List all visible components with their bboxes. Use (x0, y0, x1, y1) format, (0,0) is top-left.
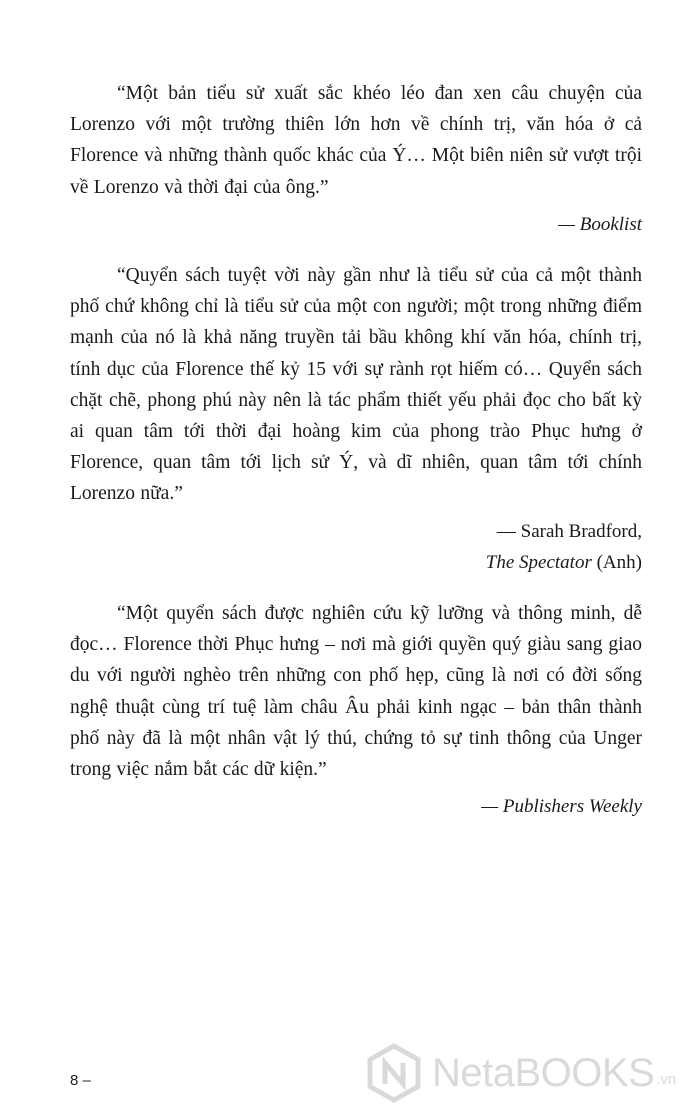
quote-attribution (70, 209, 642, 240)
page-number: 8 – (70, 1072, 91, 1089)
quote-attribution (70, 516, 642, 578)
quote-attribution (70, 791, 642, 822)
netabooks-logo-icon (364, 1043, 424, 1103)
quote-text: “Một bản tiểu sử xuất sắc khéo léo đan xen câu chuyện của Lorenzo với một trường thiên lớn hơn về chính trị, văn hóa ở cả Florence và những thành quốc khác của Ý… Một biên niên sử vượt trội về Lorenzo và thời đại của ông.” (70, 83, 642, 198)
quote-block-booklist (70, 78, 642, 240)
page-content (70, 78, 642, 822)
attribution-publication: The Spectator (485, 551, 592, 573)
attribution-source: — Publishers Weekly (481, 796, 642, 818)
watermark (364, 1038, 700, 1108)
attribution-author: — Sarah Bradford, (496, 520, 642, 542)
watermark-text: NetaBOOKS (432, 1050, 655, 1095)
quote-block-publishers-weekly (70, 598, 642, 822)
quote-text: “Quyển sách tuyệt vời này gần như là tiểu sử của cả một thành phố chứ không chỉ là tiểu sử của một con người; một trong những điểm mạnh của nó là khả năng truyền tải bầu không khí văn hóa, chính trị, tính dục của Florence thế kỷ 15 với sự rành rọt hiếm có… Quyển sách chặt chẽ, phong phú này nên là tác phẩm thiết yếu phải đọc cho bất kỳ ai quan tâm tới thời đại hoàng kim của phong trào Phục hưng ở Florence, quan tâm tới lịch sử Ý, và dĩ nhiên, quan tâm tới chính Lorenzo nữa.” (70, 265, 642, 505)
quote-text: “Một quyển sách được nghiên cứu kỹ lưỡng và thông minh, dễ đọc… Florence thời Phục hưng – nơi mà giới quyền quý giàu sang giao du với người nghèo trên những con phố hẹp, cũng là nơi có đời sống nghệ thuật cùng trí tuệ làm châu Âu phải kinh ngạc – bản thân thành phố này đã là một nhân vật lý thú, chứng tỏ sự tinh thông của Unger trong việc nắm bắt các dữ kiện.” (70, 603, 642, 781)
attribution-source: — Booklist (558, 213, 642, 235)
watermark-suffix: .vn (656, 1071, 677, 1088)
quote-block-spectator (70, 260, 642, 578)
attribution-country: (Anh) (591, 551, 642, 573)
